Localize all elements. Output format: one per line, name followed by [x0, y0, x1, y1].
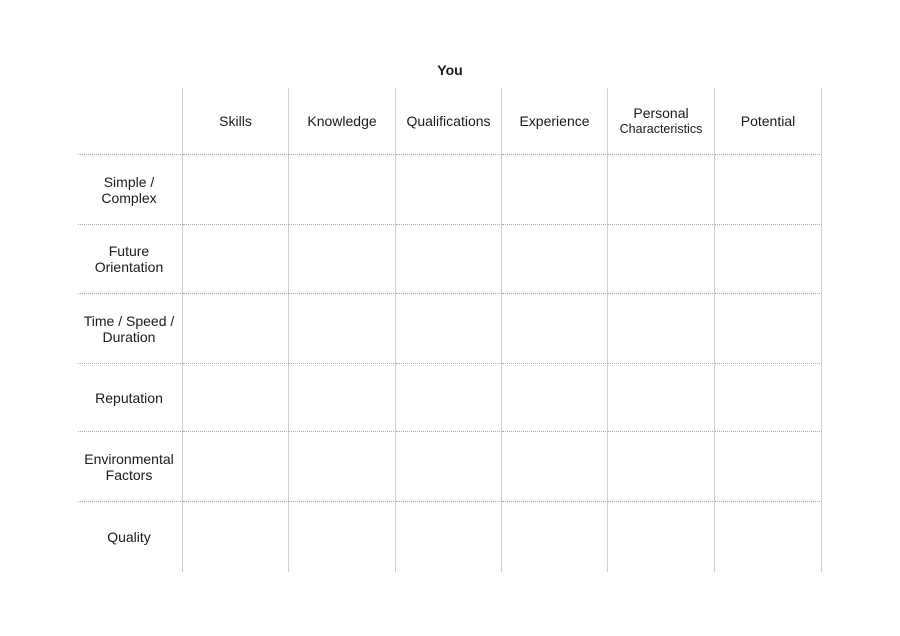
- grid-cell: [715, 225, 822, 294]
- column-header-label: Skills: [219, 113, 252, 129]
- column-header-label-line2: Characteristics: [619, 122, 703, 136]
- column-header-experience: [502, 88, 608, 155]
- grid-cell: [715, 364, 822, 432]
- row-header-label: Time / Speed /: [83, 312, 175, 329]
- row-header-future-orientation: [78, 225, 183, 294]
- grid-cell: [396, 225, 502, 294]
- assessment-grid: [78, 88, 822, 572]
- grid-cell: [608, 155, 715, 225]
- grid-cell: [183, 294, 289, 364]
- column-header-potential: [715, 88, 822, 155]
- grid-cell: [502, 155, 608, 225]
- grid-cell: [396, 364, 502, 432]
- row-header-label: Environmental: [84, 450, 174, 467]
- column-header-knowledge: [289, 88, 396, 155]
- grid-cell: [715, 155, 822, 225]
- row-header-label-line2: Duration: [102, 328, 156, 345]
- row-header-label: Reputation: [95, 389, 163, 406]
- row-header-label: Future: [108, 243, 150, 259]
- column-header-skills: [183, 88, 289, 155]
- column-header-label: Qualifications: [406, 113, 491, 129]
- grid-cell: [289, 364, 396, 432]
- grid-cell: [502, 364, 608, 432]
- row-header-label: Quality: [107, 529, 151, 545]
- grid-cell: [183, 502, 289, 572]
- grid-cell: [608, 225, 715, 294]
- grid-cell: [396, 155, 502, 225]
- grid-cell: [715, 294, 822, 364]
- grid-cell: [396, 432, 502, 502]
- grid-cell: [289, 294, 396, 364]
- grid-cell: [396, 502, 502, 572]
- grid-cell: [396, 294, 502, 364]
- column-header-label: Potential: [740, 113, 796, 129]
- column-header-label: Personal: [633, 105, 689, 121]
- grid-cell: [502, 502, 608, 572]
- grid-cell: [608, 502, 715, 572]
- grid-cell: [183, 432, 289, 502]
- row-header-quality: [78, 502, 183, 572]
- row-header-label-line2: Complex: [101, 189, 157, 206]
- grid-cell: [502, 294, 608, 364]
- row-header-time-speed-duration: [78, 294, 183, 364]
- row-header-label: Simple /: [103, 173, 155, 190]
- grid-cell: [183, 364, 289, 432]
- grid-cell: [608, 294, 715, 364]
- row-header-label-line2: Factors: [105, 466, 153, 483]
- row-header-reputation: [78, 364, 183, 432]
- grid-cell: [289, 225, 396, 294]
- grid-cell: [608, 432, 715, 502]
- grid-cell: [289, 502, 396, 572]
- grid-cell: [715, 502, 822, 572]
- grid-cell: [289, 155, 396, 225]
- grid-cell: [502, 432, 608, 502]
- column-header-label: Experience: [519, 113, 590, 129]
- column-header-personal-characteristics: [608, 88, 715, 155]
- corner-cell: [78, 88, 183, 155]
- grid-cell: [183, 225, 289, 294]
- page-title: You: [437, 62, 463, 78]
- grid-cell: [183, 155, 289, 225]
- grid-cell: [715, 432, 822, 502]
- grid-cell: [289, 432, 396, 502]
- column-header-qualifications: [396, 88, 502, 155]
- row-header-environmental-factors: [78, 432, 183, 502]
- grid-cell: [502, 225, 608, 294]
- row-header-simple-complex: [78, 155, 183, 225]
- grid-cell: [608, 364, 715, 432]
- row-header-label-line2: Orientation: [94, 259, 164, 275]
- column-header-label: Knowledge: [307, 113, 377, 129]
